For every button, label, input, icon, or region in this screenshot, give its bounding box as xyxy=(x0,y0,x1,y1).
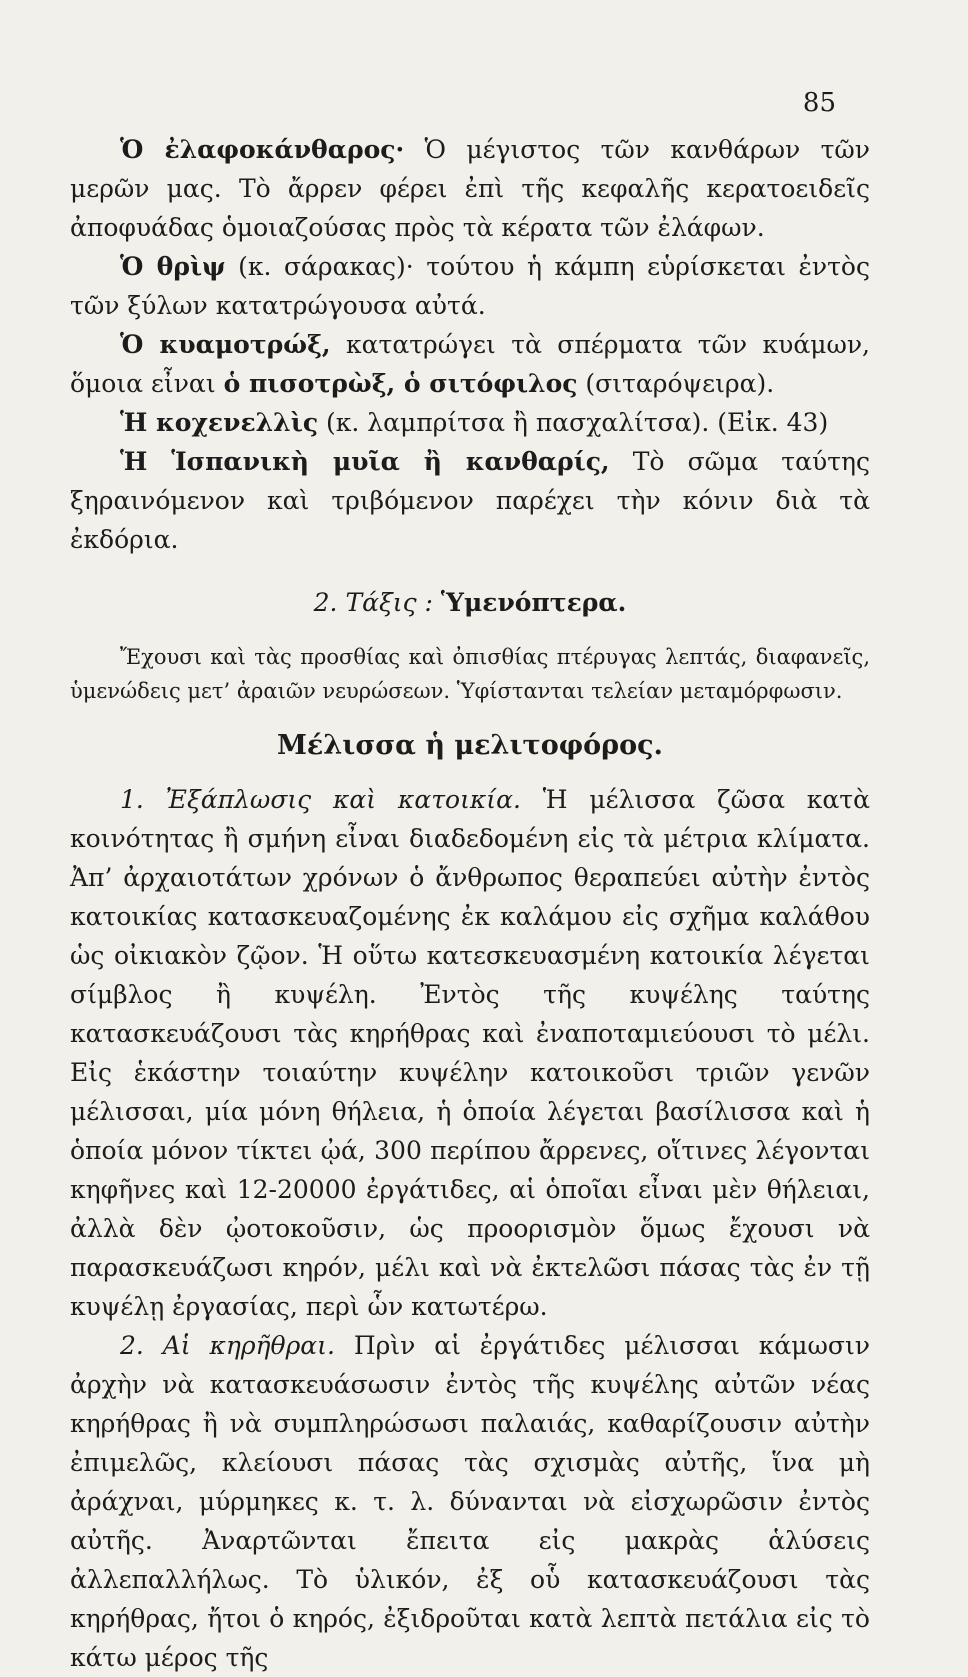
entry-term: Ἡ κοχενελλὶς xyxy=(120,408,319,437)
entry-kyamotrox xyxy=(70,325,870,403)
paragraph-label: 2. Αἱ κηρῆθραι. xyxy=(120,1331,335,1360)
entry-elafokantharos xyxy=(70,130,870,247)
order-heading xyxy=(70,583,870,622)
entry-kochenellis xyxy=(70,403,870,442)
section-heading: Μέλισσα ἡ μελιτοφόρος. xyxy=(277,730,663,761)
entry-text: κατατρώγει τὰ σπέρματα τῶν κυάμων, ὅμοια εἶναι xyxy=(70,330,870,398)
paragraph-1 xyxy=(70,780,870,1326)
entry-term-secondary: ὁ πισοτρὼξ, ὁ σιτόφιλος xyxy=(223,369,578,398)
paragraph-text: Πρὶν αἱ ἐργάτιδες μέλισσαι κάμωσιν ἀρχὴν νὰ κατασκευάσωσιν ἐντὸς τῆς κυψέλης αὐτῶν νέας κηρήθρας ἢ νὰ συμπληρώσωσι παλαιάς, καθαρίζουσιν αὐτὴν ἐπιμελῶς, κλείουσι πάσας τὰς σχισμὰς αὐτῆς, ἵνα μὴ ἀράχναι, μύρμηκες κ. τ. λ. δύνανται νὰ εἰσχωρῶσιν ἐντὸς αὐτῆς. Ἀναρτῶνται ἔπειτα εἰς μακρὰς ἁλύσεις ἀλλεπαλλήλως. Τὸ ὑλικόν, ἐξ οὗ κατασκευάζουσι τὰς κηρήθρας, ἤτοι ὁ κηρός, ἐξιδροῦται κατὰ λεπτὰ πετάλια εἰς τὸ κάτω μέρος τῆς xyxy=(70,1331,871,1672)
page-text xyxy=(70,130,870,1677)
page-number: 85 xyxy=(802,88,836,118)
entry-term: Ὁ κυαμοτρώξ, xyxy=(120,330,331,359)
entry-text: Ὁ μέγιστος τῶν κανθάρων τῶν μερῶν μας. Τὸ ἄρρεν φέρει ἐπὶ τῆς κεφαλῆς κερατοειδεῖς ἀποφυάδας ὁμοιαζούσας πρὸς τὰ κέρατα τῶν ἐλάφων. xyxy=(70,135,870,242)
paragraph-text: Ἡ μέλισσα ζῶσα κατὰ κοινότητας ἢ σμήνη εἶναι διαδεδομένη εἰς τὰ μέτρια κλίματα. Ἀπ’ ἀρχαιοτάτων χρόνων ὁ ἄνθρωπος θεραπεύει αὐτὴν ἐντὸς κατοικίας κατασκευαζομένης ἐκ καλάμου εἰς σχῆμα καλάθου ὡς οἰκιακὸν ζῷον. Ἡ οὕτω κατεσκευασμένη κατοικία λέγεται σίμβλος ἢ κυψέλη. Ἐντὸς τῆς κυψέλης ταύτης κατασκευάζουσι τὰς κηρήθρας καὶ ἐναποταμιεύουσι τὸ μέλι. Εἰς ἑκάστην τοιαύτην κυψέλην κατοικοῦσι τριῶν γενῶν μέλισσαι, μία μόνη θήλεια, ἡ ὁποία λέγεται βασίλισσα καὶ ἡ ὁποία μόνον τίκτει ᾠά, 300 περίπου ἄρρενες, οἵτινες λέγονται κηφῆνες καὶ 12-20000 ἐργάτιδες, αἱ ὁποῖαι εἶναι μὲν θήλειαι, ἀλλὰ δὲν ᾠοτοκοῦσιν, ὡς προορισμὸν ὅμως ἔχουσι νὰ παρασκευάζωσι κηρόν, μέλι καὶ νὰ ἐκτελῶσι πάσας τὰς ἐν τῇ κυψέλῃ ἐργασίας, περὶ ὧν κατωτέρω. xyxy=(70,785,871,1321)
entry-text: (κ. σάρακας)· τούτου ἡ κάμπη εὑρίσκεται ἐντὸς τῶν ξύλων κατατρώγουσα αὐτά. xyxy=(70,252,870,320)
entry-text-secondary: (σιταρόψειρα). xyxy=(577,369,775,398)
entry-term: Ἡ Ἱσπανικὴ μυῖα ἢ κανθαρίς, xyxy=(120,447,610,476)
order-label: 2. Τάξις : xyxy=(313,588,433,617)
entry-thrips xyxy=(70,247,870,325)
entry-text: Τὸ σῶμα ταύτης ξηραινόμενον καὶ τριβόμενον παρέχει τὴν κόνιν διὰ τὰ ἐκδόρια. xyxy=(70,447,871,554)
entry-term: Ὁ ἐλαφοκάνθαρος· xyxy=(120,135,405,164)
entry-text: (κ. λαμπρίτσα ἢ πασχαλίτσα). (Εἰκ. 43) xyxy=(318,408,829,437)
entry-ispaniki-myia xyxy=(70,442,870,559)
order-description: Ἔχουσι καὶ τὰς προσθίας καὶ ὀπισθίας πτέρυγας λεπτάς, διαφανεῖς, ὑμενώδεις μετ’ ἀραιῶν νευρώσεων. Ὑφίστανται τελείαν μεταμόρφωσιν. xyxy=(70,645,870,703)
entry-term: Ὁ θρὶψ xyxy=(120,252,226,281)
paragraph-2 xyxy=(70,1326,870,1677)
paragraph-label: 1. Ἐξάπλωσις καὶ κατοικία. xyxy=(120,785,521,814)
order-name: Ὑμενόπτερα. xyxy=(440,588,627,617)
